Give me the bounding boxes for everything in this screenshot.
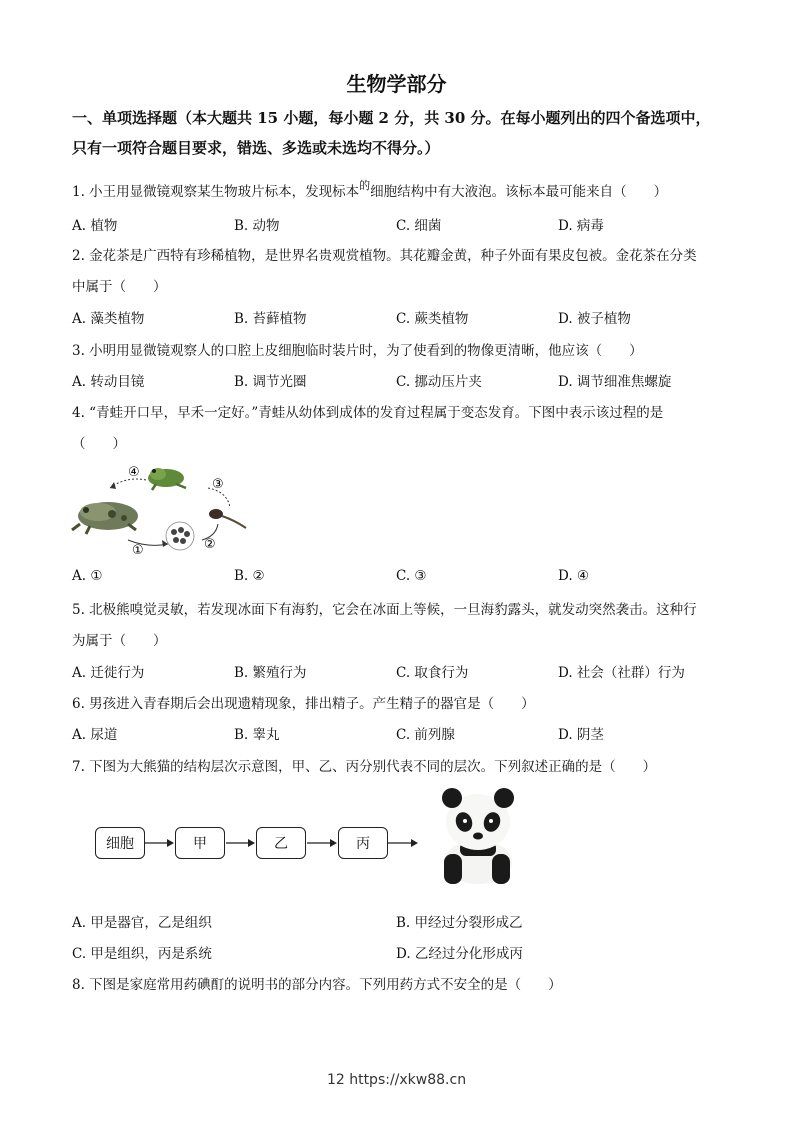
- q1-option-b[interactable]: B. 动物: [234, 218, 280, 234]
- q1-option-d[interactable]: D. 病毒: [558, 218, 604, 234]
- q5-option-d[interactable]: D. 社会（社群）行为: [558, 665, 685, 681]
- q2-option-a[interactable]: A. 藻类植物: [72, 311, 145, 327]
- q2-option-b[interactable]: B. 苔藓植物: [234, 311, 307, 327]
- question-5-stem-line-2: 为属于（ ）: [72, 633, 167, 649]
- flow-box-bing: 丙: [338, 827, 388, 859]
- adult-frog-image: [72, 502, 138, 534]
- q4-option-c[interactable]: C. ③: [396, 568, 427, 584]
- q7-option-a[interactable]: A. 甲是器官，乙是组织: [72, 915, 212, 931]
- question-7-stem: 7. 下图为大熊猫的结构层次示意图，甲、乙、丙分别代表不同的层次。下列叙述正确的是（ ）: [72, 759, 657, 775]
- q6-option-b[interactable]: B. 睾丸: [234, 727, 280, 743]
- cycle-arrow-top: [110, 479, 146, 488]
- flow-box-cell: 细胞: [95, 827, 145, 859]
- flow-box-yi: 乙: [256, 827, 306, 859]
- question-2-stem-line-1: 2. 金花茶是广西特有珍稀植物，是世界名贵观赏植物。其花瓣金黄，种子外面有果皮包被。金花茶在分类: [72, 248, 697, 264]
- q2-option-c[interactable]: C. 蕨类植物: [396, 311, 469, 327]
- q7-option-c[interactable]: C. 甲是组织，丙是系统: [72, 946, 212, 962]
- q5-option-c[interactable]: C. 取食行为: [396, 665, 469, 681]
- flow-arrows: [140, 832, 430, 854]
- q4-option-d[interactable]: D. ④: [558, 568, 590, 584]
- q7-option-d[interactable]: D. 乙经过分化形成丙: [396, 946, 523, 962]
- figure-label-4: ④: [128, 465, 140, 480]
- q6-option-a[interactable]: A. 尿道: [72, 727, 118, 743]
- q1-option-a[interactable]: A. 植物: [72, 218, 118, 234]
- giant-panda-image: [430, 784, 526, 888]
- figure-label-3: ③: [212, 477, 224, 492]
- q3-option-c[interactable]: C. 挪动压片夹: [396, 374, 482, 390]
- section-heading-line-1: 一、单项选择题（本大题共 15 小题，每小题 2 分，共 30 分。在每小题列出的四个备选项中，: [72, 109, 711, 127]
- q7-option-b[interactable]: B. 甲经过分裂形成乙: [396, 915, 523, 931]
- frog-life-cycle-figure: [68, 458, 253, 560]
- q3-option-a[interactable]: A. 转动目镜: [72, 374, 145, 390]
- q5-option-b[interactable]: B. 繁殖行为: [234, 665, 307, 681]
- question-5-stem-line-1: 5. 北极熊嗅觉灵敏，若发现冰面下有海豹，它会在冰面上等候，一旦海豹露头，就发动突然袭击。这种行: [72, 602, 697, 618]
- page-footer: 12 https://xkw88.cn: [326, 1072, 467, 1088]
- question-3-stem: 3. 小明用显微镜观察人的口腔上皮细胞临时装片时，为了使看到的物像更清晰，他应该（ ）: [72, 343, 643, 359]
- q3-option-d[interactable]: D. 调节细准焦螺旋: [558, 374, 672, 390]
- question-4-stem-line-1: 4. “青蛙开口早，早禾一定好。”青蛙从幼体到成体的发育过程属于变态发育。下图中表示该过程的是: [72, 405, 664, 421]
- question-4-stem-line-2: （ ）: [72, 436, 126, 452]
- section-heading-line-2: 只有一项符合题目要求，错选、多选或未选均不得分。）: [72, 139, 440, 157]
- frog-eggs-image: [166, 522, 194, 550]
- question-8-stem: 8. 下图是家庭常用药碘酊的说明书的部分内容。下列用药方式不安全的是（ ）: [72, 977, 562, 993]
- question-1-stem: 1. 小王用显微镜观察某生物玻片标本，发现标本$^的$细胞结构中有大液泡。该标本最可能来自（ ）: [72, 179, 668, 200]
- tadpole-image: [209, 509, 246, 528]
- young-frog-image: [148, 468, 186, 490]
- figure-label-1: ①: [132, 543, 144, 558]
- q3-option-b[interactable]: B. 调节光圈: [234, 374, 307, 390]
- q5-option-a[interactable]: A. 迁徙行为: [72, 665, 145, 681]
- question-2-stem-line-2: 中属于（ ）: [72, 279, 167, 295]
- q2-option-d[interactable]: D. 被子植物: [558, 311, 631, 327]
- q6-option-c[interactable]: C. 前列腺: [396, 727, 455, 743]
- q1-option-c[interactable]: C. 细菌: [396, 218, 442, 234]
- q6-option-d[interactable]: D. 阴茎: [558, 727, 604, 743]
- flow-box-jia: 甲: [175, 827, 225, 859]
- q4-option-b[interactable]: B. ②: [234, 568, 265, 584]
- page-title: 生物学部分: [346, 72, 447, 96]
- figure-label-2: ②: [204, 537, 216, 552]
- q4-option-a[interactable]: A. ①: [72, 568, 103, 584]
- question-6-stem: 6. 男孩进入青春期后会出现遗精现象，排出精子。产生精子的器官是（ ）: [72, 696, 535, 712]
